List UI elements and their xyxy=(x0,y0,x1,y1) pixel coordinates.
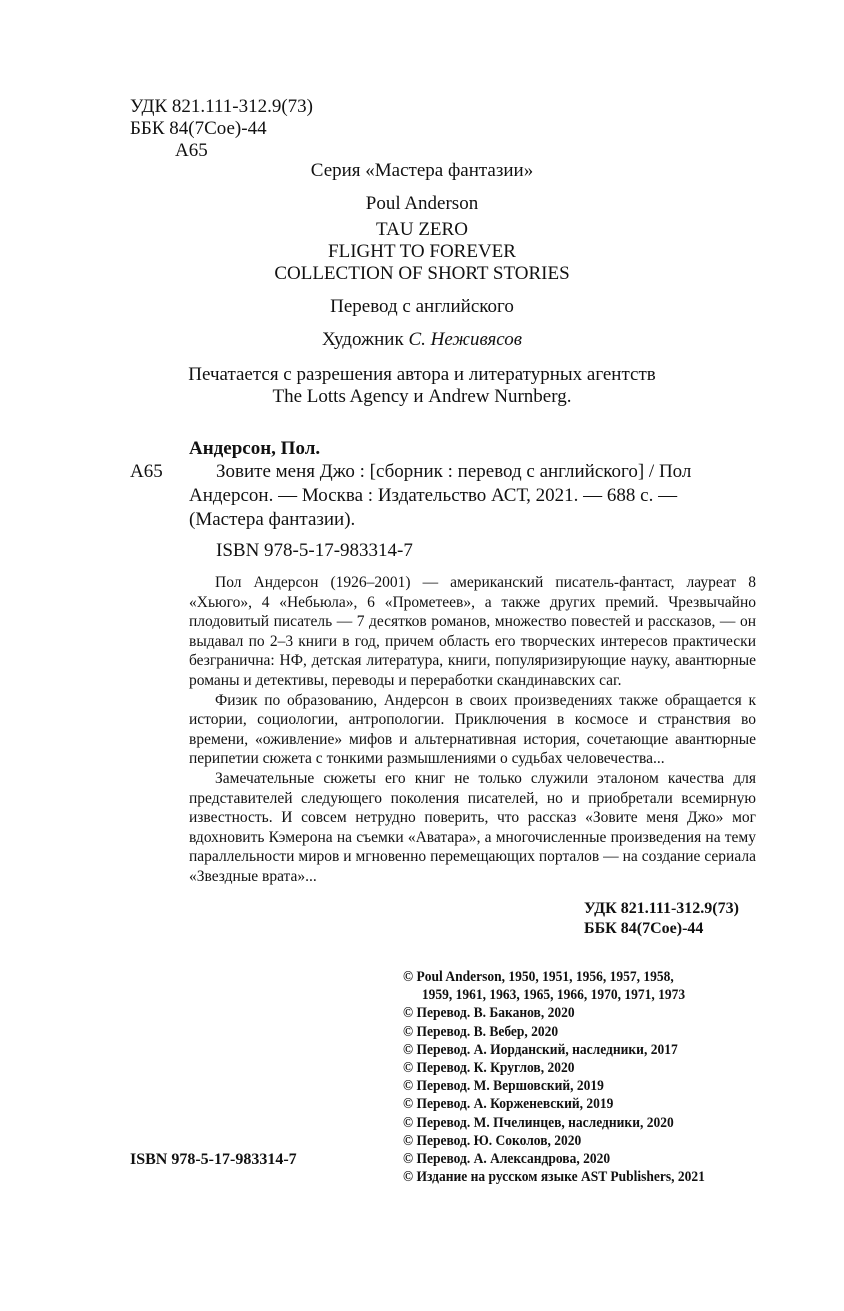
copyright-line: © Перевод. А. Иорданский, наследники, 2017 xyxy=(403,1041,678,1058)
artist-name: С. Неживясов xyxy=(408,329,523,350)
copyright-block xyxy=(403,968,705,1186)
copyright-line: 1959, 1961, 1963, 1965, 1966, 1970, 1971, 1973 xyxy=(421,987,686,1004)
bbk-code: ББК 84(7Сое)-44 xyxy=(130,118,267,139)
udk-code-bottom: УДК 821.111-312.9(73) xyxy=(584,900,739,917)
udk-code: УДК 821.111-312.9(73) xyxy=(130,96,313,117)
author-mark: А65 xyxy=(175,140,208,161)
copyright-line: © Перевод. Ю. Соколов, 2020 xyxy=(403,1132,582,1149)
copyright-line: © Перевод. М. Вершовский, 2019 xyxy=(403,1078,604,1095)
catalog-mark: А65 xyxy=(130,461,163,482)
bbk-code-bottom: ББК 84(7Сое)-44 xyxy=(584,920,704,937)
permission-line: Печатается с разрешения автора и литературных агентств xyxy=(188,364,656,385)
copyright-line: © Перевод. М. Пчелинцев, наследники, 2020 xyxy=(403,1114,674,1131)
isbn-bottom: ISBN 978-5-17-983314-7 xyxy=(130,1151,297,1168)
artist-label: Художник xyxy=(321,329,404,350)
original-title: FLIGHT TO FOREVER xyxy=(328,241,516,262)
copyright-line: © Перевод. А. Александрова, 2020 xyxy=(403,1151,611,1168)
copyright-line: © Poul Anderson, 1950, 1951, 1956, 1957, 1958, xyxy=(403,969,674,985)
annotation-paragraph: Физик по образованию, Андерсон в своих произведениях также обращается к истории, социологии, антропологии. Приключения в космосе и странствия во времени, «оживление» мифов и альтернативная история, сочетающие авантюрные перипетии сюжета с тонкими размышлениями о судьбах человечества... xyxy=(189,691,756,768)
catalog-entry-line: Андерсон. — Москва : Издательство АСТ, 2021. — 688 с. — xyxy=(189,485,678,506)
catalog-entry-line: Зовите меня Джо : [сборник : перевод с английского] / Пол xyxy=(216,461,692,482)
series-line: Серия «Мастера фантазии» xyxy=(310,160,534,181)
original-title: COLLECTION OF SHORT STORIES xyxy=(274,263,570,284)
catalog-author-heading: Андерсон, Пол. xyxy=(189,438,321,459)
catalog-entry-line: (Мастера фантазии). xyxy=(189,509,356,530)
copyright-line: © Перевод. А. Корженевский, 2019 xyxy=(403,1096,614,1113)
translation-note: Перевод с английского xyxy=(330,296,514,317)
copyright-line: © Издание на русском языке AST Publishers, 2021 xyxy=(403,1169,705,1186)
annotation xyxy=(189,573,756,887)
original-author: Poul Anderson xyxy=(365,193,479,214)
copyright-line: © Перевод. В. Вебер, 2020 xyxy=(403,1023,559,1040)
annotation-paragraph: Пол Андерсон (1926–2001) — американский писатель-фантаст, лауреат 8 «Хьюго», 4 «Небьюла», 6 «Прометеев», а также других премий. Чрезвычайно плодовитый писатель — 7 десятков романов, множество повестей и рассказов, — он выдавал по 2–3 книги в год, причем область его творческих интересов практически безгранична: НФ, детская литература, книги, популяризирующие науку, авантюрные романы и детективы, переводы и переработки скандинавских саг. xyxy=(189,574,756,689)
original-title: TAU ZERO xyxy=(376,219,468,240)
permission-line: The Lotts Agency и Andrew Nurnberg. xyxy=(272,386,572,407)
annotation-paragraph: Замечательные сюжеты его книг не только служили эталоном качества для представителей следующего поколения писателей, но и приобретали всемирную известность. И совсем нетрудно поверить, что рассказ «Зовите меня Джо» мог вдохновить Кэмерона на съемки «Аватара», а многочисленные произведения на тему параллельности миров и мгновенно перемещающих порталов — на создание сериала «Звездные врата»... xyxy=(189,769,756,885)
copyright-line: © Перевод. В. Баканов, 2020 xyxy=(403,1005,575,1022)
artist-credit xyxy=(0,329,844,351)
copyright-line: © Перевод. К. Круглов, 2020 xyxy=(403,1060,575,1077)
catalog-isbn: ISBN 978-5-17-983314-7 xyxy=(216,540,413,561)
